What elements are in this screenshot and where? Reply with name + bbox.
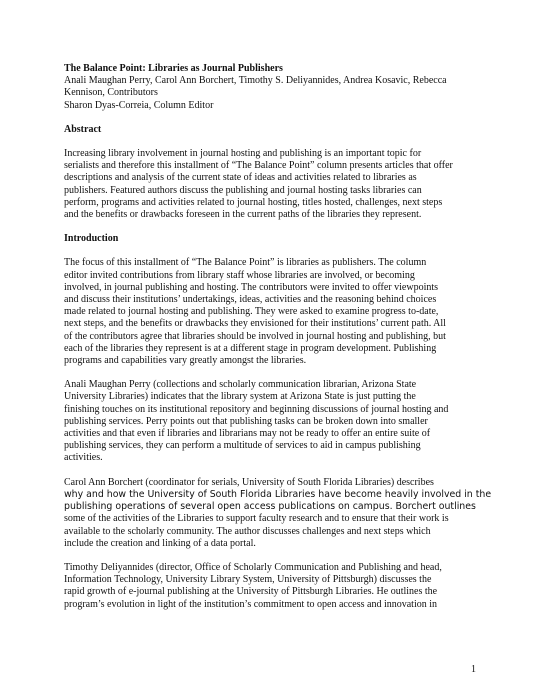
paragraph-line: rapid growth of e-journal publishing at the University of Pittsburgh Libraries. He outlines the <box>64 586 438 598</box>
contributors-line-2: Kennison, Contributors <box>64 87 158 99</box>
intro-paragraph-3 <box>64 476 492 550</box>
abstract-line: Increasing library involvement in journal hosting and publishing is an important topic for <box>64 148 422 160</box>
intro-paragraph-2 <box>64 379 479 464</box>
paragraph-line: next steps, and the benefits or drawbacks they envisioned for their institutions’ current path. All <box>64 318 446 330</box>
paragraph-line: Timothy Deliyannides (director, Office of Scholarly Communication and Publishing and head, <box>64 561 442 573</box>
paragraph-line: Anali Maughan Perry (collections and scholarly communication librarian, Arizona State <box>64 379 417 391</box>
intro-paragraph-1 <box>64 257 479 367</box>
paragraph-line: some of the activities of the Libraries to support faculty research and to ensure that their work is <box>64 513 449 525</box>
intro-paragraph-4 <box>64 562 479 611</box>
paragraph-line: editor invited contributions from library staff whose libraries are involved, or becoming <box>64 269 415 281</box>
paragraph-line: University Libraries) indicates that the library system at Arizona State is just putting the <box>64 391 416 403</box>
paragraph-line: activities. <box>64 452 103 464</box>
abstract-heading: Abstract <box>64 123 102 135</box>
paragraph-line: activities and that even if libraries and librarians may not be ready to offer an entire suite of <box>64 428 431 440</box>
column-editor: Sharon Dyas-Correia, Column Editor <box>64 99 214 111</box>
paragraph-line: Carol Ann Borchert (coordinator for serials, University of South Florida Libraries) describes <box>64 476 434 488</box>
contributors-line-1: Anali Maughan Perry, Carol Ann Borchert, Timothy S. Deliyannides, Andrea Kosavic, Rebecca <box>64 75 447 87</box>
paragraph-line: and discuss their institutions’ undertakings, ideas, activities and the reasoning behind choices <box>64 294 437 306</box>
paragraph-line: finishing touches on its institutional repository and beginning discussions of journal hosting and <box>64 403 449 415</box>
paragraph-line: publishing operations of several open access publications on campus. Borchert outlines <box>64 501 476 513</box>
abstract-line: descriptions and analysis of the current state of ideas and activities related to libraries as <box>64 172 417 184</box>
abstract-paragraph <box>64 148 479 221</box>
paragraph-line: of the contributors agree that libraries should be involved in journal hosting and publishing, but <box>64 330 446 342</box>
paragraph-line: include the creation and linking of a data portal. <box>64 537 256 549</box>
abstract-line: perform, programs and activities related to journal hosting, titles hosted, challenges, next steps <box>64 196 443 208</box>
paragraph-line: made related to journal hosting and publishing. They were asked to examine progress to-date, <box>64 306 439 318</box>
paragraph-line: The focus of this installment of “The Balance Point” is libraries as publishers. The column <box>64 257 427 269</box>
abstract-line: and the benefits or drawbacks foreseen in the current paths of the libraries they represent. <box>64 209 422 221</box>
paragraph-line: each of the libraries they represent is at a different stage in program development. Publishing <box>64 342 437 354</box>
paragraph-line: publishing services, they can perform a multitude of services to aid in campus publishing <box>64 440 421 452</box>
paragraph-line: why and how the University of South Florida Libraries have become heavily involved in the <box>64 488 492 500</box>
paragraph-line: programs and capabilities vary greatly amongst the libraries. <box>64 355 307 367</box>
abstract-line: publishers. Featured authors discuss the publishing and journal hosting tasks libraries can <box>64 184 422 196</box>
paragraph-line: available to the scholarly community. The author discusses challenges and next steps which <box>64 525 431 537</box>
document-page <box>64 63 492 611</box>
introduction-heading: Introduction <box>64 233 119 245</box>
article-title: The Balance Point: Libraries as Journal Publishers <box>64 63 283 74</box>
abstract-line: serialists and therefore this installment of “The Balance Point” column presents articles that offer <box>64 160 453 172</box>
paragraph-line: publishing services. Perry points out that publishing tasks can be broken down into smaller <box>64 415 428 427</box>
paragraph-line: Information Technology, University Library System, University of Pittsburgh) discusses the <box>64 574 432 586</box>
page-number: 1 <box>471 664 476 675</box>
paragraph-line: involved, in journal publishing and hosting. The contributors were invited to offer viewpoints <box>64 281 439 293</box>
paragraph-line: program’s evolution in light of the institution’s commitment to open access and innovation in <box>64 598 438 610</box>
